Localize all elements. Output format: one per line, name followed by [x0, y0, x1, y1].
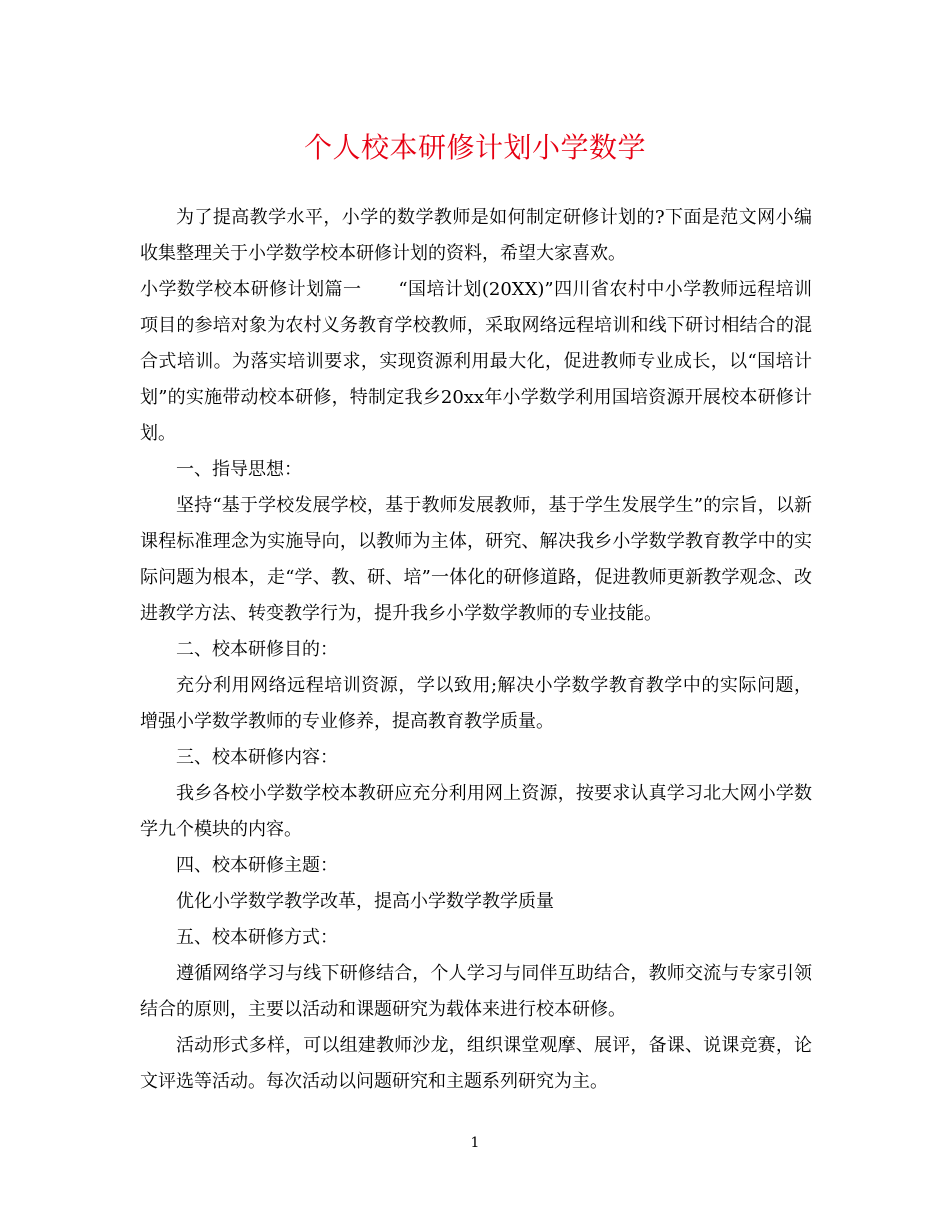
intro-paragraph: 为了提高教学水平，小学的数学教师是如何制定研修计划的?下面是范文网小编收集整理关于小学数学校本研修计划的资料，希望大家喜欢。 — [140, 207, 812, 264]
document-body — [140, 200, 812, 1100]
theme-paragraph: 优化小学数学教学改革，提高小学数学教学质量 — [176, 891, 554, 912]
section-heading-theme: 四、校本研修主题： — [176, 855, 338, 876]
document-title: 个人校本研修计划小学数学 — [303, 131, 646, 164]
guiding-thought-paragraph: 坚持“基于学校发展学校，基于教师发展教师，基于学生发展学生”的宗旨，以新课程标准理念为实施导向，以教师为主体，研究、解决我乡小学数学教育教学中的实际问题为根本，走“学、教、研、培”一体化的研修道路，促进教师更新教学观念、改进教学方法、转变教学行为，提升我乡小学数学教师的专业技能。 — [140, 495, 812, 624]
section-heading-guiding-thought: 一、指导思想： — [176, 459, 302, 480]
section-heading-purpose: 二、校本研修目的： — [176, 639, 338, 660]
purpose-paragraph: 充分利用网络远程培训资源，学以致用;解决小学数学教育教学中的实际问题，增强小学数学教师的专业修养，提高教育教学质量。 — [140, 675, 812, 732]
activities-paragraph: 活动形式多样，可以组建教师沙龙，组织课堂观摩、展评，备课、说课竞赛，论文评选等活动。每次活动以问题研究和主题系列研究为主。 — [140, 1035, 812, 1092]
content-paragraph: 我乡各校小学数学校本教研应充分利用网上资源，按要求认真学习北大网小学数学九个模块的内容。 — [140, 783, 812, 840]
method-paragraph: 遵循网络学习与线下研修结合，个人学习与同伴互助结合，教师交流与专家引领结合的原则，主要以活动和课题研究为载体来进行校本研修。 — [140, 963, 812, 1020]
page-number: 1 — [470, 1135, 480, 1151]
plan-one-paragraph: 小学数学校本研修计划篇一 “国培计划(20XX)”四川省农村中小学教师远程培训项目的参培对象为农村义务教育学校教师，采取网络远程培训和线下研讨相结合的混合式培训。为落实培训要求，实现资源利用最大化，促进教师专业成长，以“国培计划”的实施带动校本研修，特制定我乡20xx年小学数学利用国培资源开展校本研修计划。 — [140, 279, 812, 444]
section-heading-method: 五、校本研修方式： — [176, 927, 338, 948]
section-heading-content: 三、校本研修内容： — [176, 747, 338, 768]
